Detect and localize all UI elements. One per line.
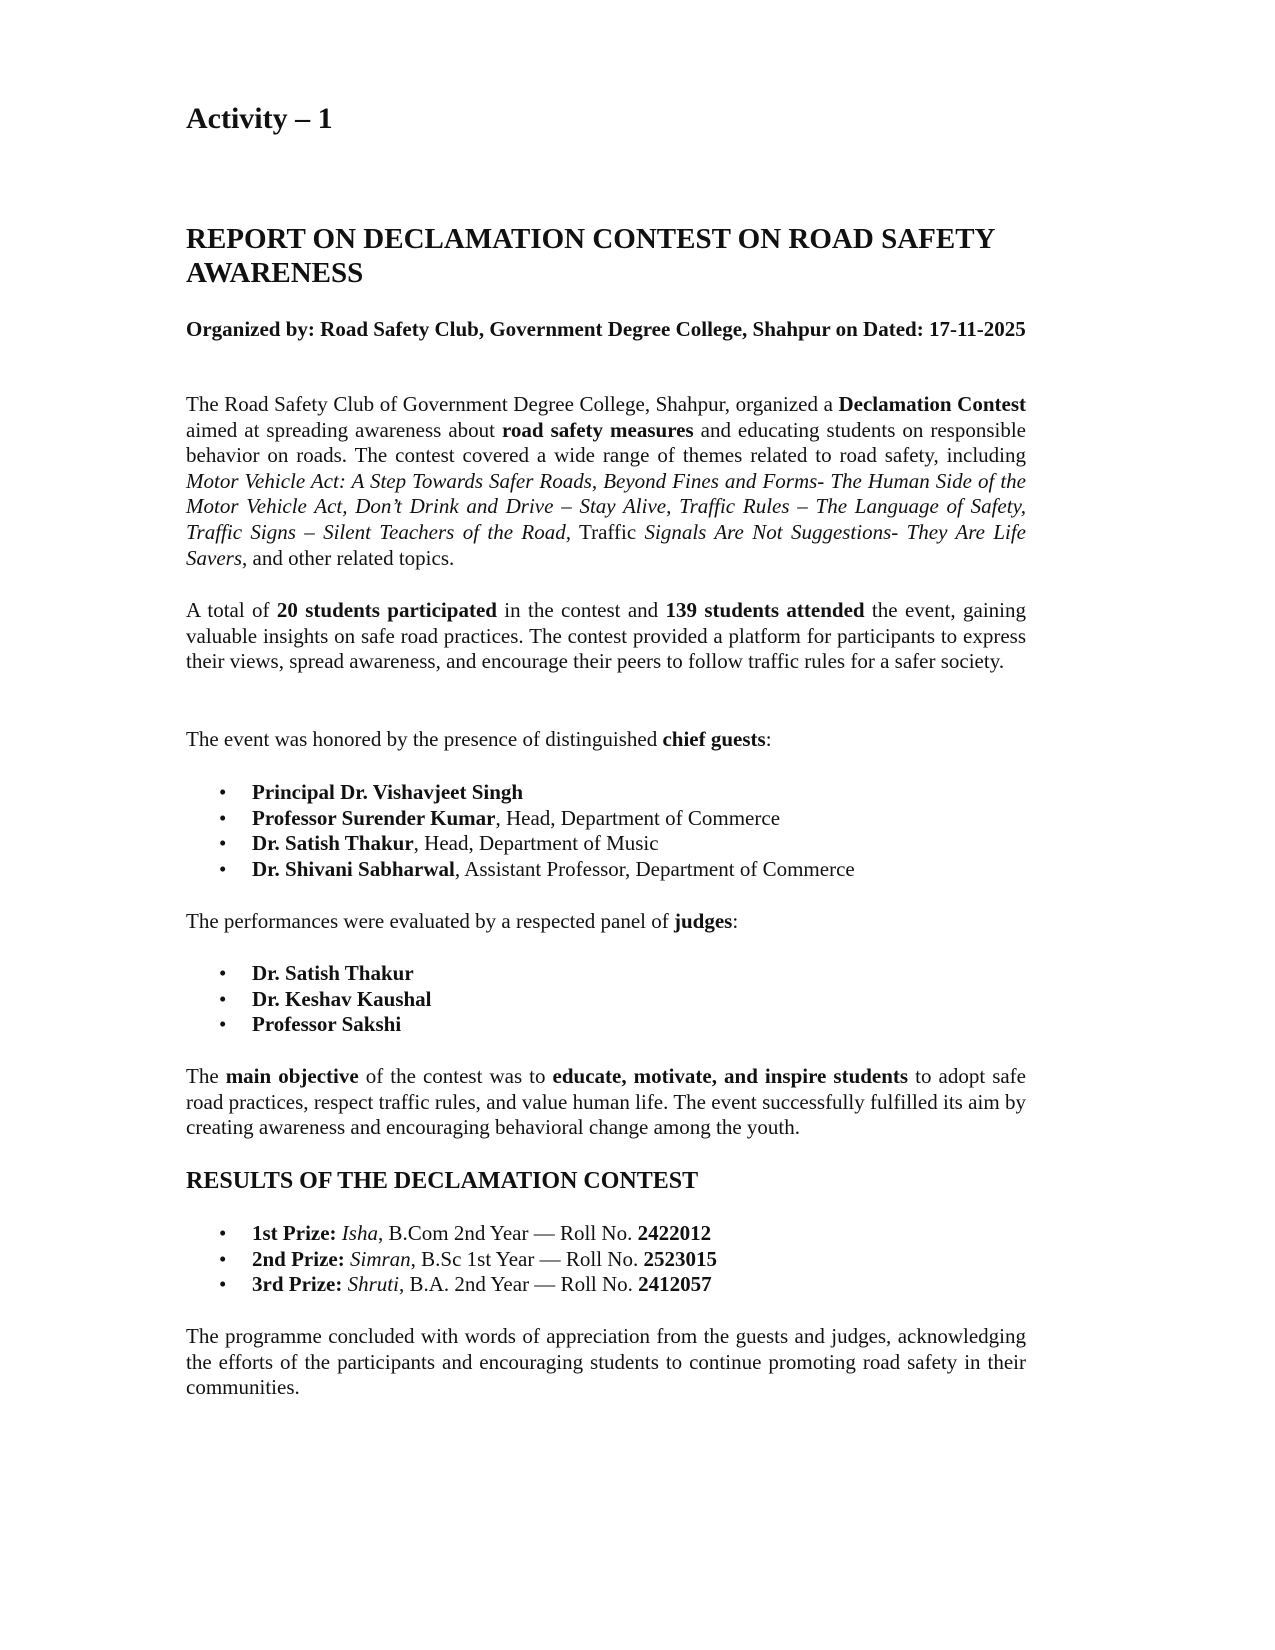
text-run: The performances were evaluated by a respected panel of bbox=[186, 909, 674, 933]
guest-name: Professor Surender Kumar bbox=[252, 805, 496, 830]
bullet-icon: • bbox=[219, 1272, 227, 1297]
bullet-icon: • bbox=[219, 805, 227, 830]
list-item bbox=[186, 987, 1026, 1013]
text-run: , and other related topics. bbox=[242, 545, 455, 570]
bold-run: 139 students attended bbox=[665, 598, 865, 622]
bold-run: educate, motivate, and inspire students bbox=[552, 1064, 909, 1088]
participation-paragraph bbox=[186, 598, 1026, 675]
text-run: The bbox=[186, 1064, 226, 1088]
guest-role: , Head, Department of Commerce bbox=[495, 805, 781, 830]
closing-paragraph: The programme concluded with words of appreciation from the guests and judges, acknowledging the efforts of the participants and encouraging students to continue promoting road safety in their communities. bbox=[186, 1324, 1026, 1400]
list-item bbox=[186, 831, 1026, 857]
winner-name: Simran bbox=[349, 1246, 411, 1271]
bullet-icon: • bbox=[219, 1246, 227, 1271]
text-run: and educating students on responsible behavior on roads. The contest covered a wide range of themes related to road safety, including bbox=[186, 417, 1026, 468]
prizes-list bbox=[186, 1221, 1026, 1298]
judges-intro bbox=[186, 909, 1026, 935]
bullet-icon: • bbox=[219, 1221, 227, 1245]
bold-run: road safety measures bbox=[501, 417, 694, 442]
chief-guests-intro bbox=[186, 727, 1026, 753]
guest-role: , Head, Department of Music bbox=[413, 831, 659, 856]
bullet-icon: • bbox=[219, 831, 227, 856]
prize-label: 1st Prize: bbox=[252, 1221, 337, 1245]
activity-title: Activity – 1 bbox=[186, 102, 333, 135]
guest-name: Principal Dr. Vishavjeet Singh bbox=[252, 780, 524, 804]
list-item bbox=[186, 780, 1026, 806]
text-run: The event was honored by the presence of distinguished bbox=[186, 727, 663, 751]
objective-paragraph bbox=[186, 1064, 1026, 1141]
judge-name: Professor Sakshi bbox=[252, 1012, 402, 1037]
chief-guests-list bbox=[186, 780, 1026, 882]
intro-paragraph bbox=[186, 392, 1026, 571]
judge-name: Dr. Keshav Kaushal bbox=[252, 986, 432, 1011]
judge-name: Dr. Satish Thakur bbox=[252, 961, 414, 985]
judges-list bbox=[186, 961, 1026, 1038]
prize-label: 2nd Prize: bbox=[252, 1246, 345, 1271]
text-run: The Road Safety Club of Government Degree College, Shahpur, organized a bbox=[186, 392, 839, 416]
winner-details: , B.A. 2nd Year — Roll No. bbox=[398, 1272, 639, 1297]
winner-details: , B.Com 2nd Year — Roll No. bbox=[377, 1221, 638, 1245]
list-item bbox=[186, 857, 1026, 883]
bold-run: judges bbox=[674, 909, 733, 933]
bold-run: main objective bbox=[225, 1064, 359, 1088]
bold-run: chief guests bbox=[662, 727, 766, 751]
guest-name: Dr. Shivani Sabharwal bbox=[252, 856, 455, 881]
text-run: A total of bbox=[186, 598, 277, 622]
bullet-icon: • bbox=[219, 780, 227, 804]
text-run: in the contest and bbox=[496, 598, 666, 622]
organized-by-line: Organized by: Road Safety Club, Government Degree College, Shahpur on Dated: 17-11-2025 bbox=[186, 317, 1026, 341]
text-run: of the contest was to bbox=[358, 1064, 553, 1088]
text-run: Traffic bbox=[571, 519, 645, 544]
bullet-icon: • bbox=[219, 856, 227, 881]
winner-name: Shruti bbox=[347, 1272, 399, 1297]
text-run: : bbox=[732, 909, 739, 933]
list-item bbox=[186, 806, 1026, 832]
list-item bbox=[186, 1272, 1026, 1298]
text-run: aimed at spreading awareness about bbox=[186, 417, 502, 442]
guest-name: Dr. Satish Thakur bbox=[252, 831, 414, 856]
report-title: REPORT ON DECLAMATION CONTEST ON ROAD SAFETY AWARENESS bbox=[186, 223, 995, 289]
text-run: : bbox=[765, 727, 772, 751]
bullet-icon: • bbox=[219, 1012, 227, 1037]
list-item bbox=[186, 1012, 1026, 1038]
prize-label: 3rd Prize: bbox=[252, 1272, 343, 1297]
text-run: to adopt safe road practices, respect traffic rules, and value human life. The event successfully fulfilled its aim by creating awareness and encouraging behavioral change among the youth. bbox=[186, 1064, 1026, 1140]
bold-run: 20 students participated bbox=[276, 598, 497, 622]
roll-number: 2523015 bbox=[643, 1246, 717, 1271]
roll-number: 2422012 bbox=[637, 1221, 712, 1245]
text-run: the event, gaining valuable insights on safe road practices. The contest provided a platform for participants to express their views, spread awareness, and encourage their peers to follow traffic rules for a safer society. bbox=[186, 598, 1027, 674]
list-item bbox=[186, 1221, 1026, 1247]
italic-run: Signals Are Not Suggestions- They Are Life Savers bbox=[186, 519, 1026, 570]
roll-number: 2412057 bbox=[638, 1272, 712, 1297]
guest-role: , Assistant Professor, Department of Commerce bbox=[454, 856, 855, 881]
bullet-icon: • bbox=[219, 986, 227, 1011]
winner-details: , B.Sc 1st Year — Roll No. bbox=[410, 1246, 644, 1271]
winner-name: Isha bbox=[341, 1221, 378, 1245]
list-item bbox=[186, 961, 1026, 987]
bullet-icon: • bbox=[219, 961, 227, 985]
bold-run: Declamation Contest bbox=[838, 392, 1026, 416]
italic-run: Motor Vehicle Act: A Step Towards Safer Roads, Beyond Fines and Forms- The Human Side of the Motor Vehicle Act, Don’t Drink and Drive – Stay Alive, Traffic Rules – The Language of Safety, Traffic Signs – Silent Teachers of the Road, bbox=[186, 468, 1026, 544]
list-item bbox=[186, 1247, 1026, 1273]
results-heading: RESULTS OF THE DECLAMATION CONTEST bbox=[186, 1168, 699, 1194]
